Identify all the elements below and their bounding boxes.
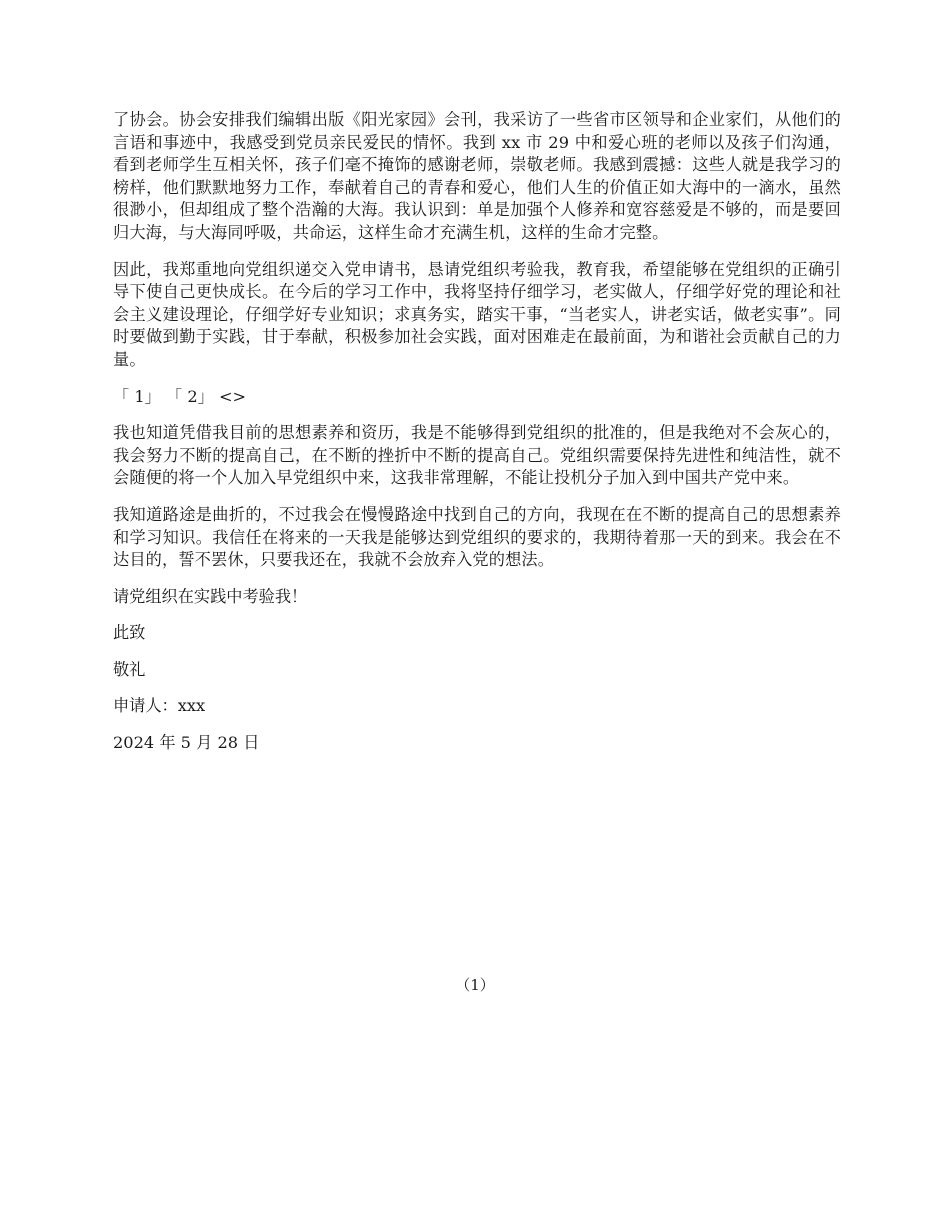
paragraph-association: 了协会。协会安排我们编辑出版《阳光家园》会刊，我采访了一些省市区领导和企业家们，从他们的言语和事迹中，我感受到党员亲民爱民的情怀。我到 xx 市 29 中和爱心班的老师以及孩子们沟通，看到老师学生互相关怀，孩子们毫不掩饰的感谢老师，崇敬老师。我感到震撼：这些人就是我学习的榜样，他们默默地努力工作，奉献着自己的青春和爱心，他们人生的价值正如大海中的一滴水，虽然很渺小，但却组成了整个浩瀚的大海。我认识到：单是加强个人修养和宽容慈爱是不够的，而是要回归大海，与大海同呼吸，共命运，这样生命才充满生机，这样的生命才完整。 (113, 110, 841, 242)
document-body (113, 109, 841, 769)
page-nav-link[interactable]: <> (218, 386, 247, 406)
pagination (113, 386, 841, 409)
closing-request: 请党组织在实践中考验我！ (113, 586, 308, 606)
application-date: 2024 年 5 月 28 日 (113, 733, 260, 753)
paragraph-application: 因此，我郑重地向党组织递交入党申请书，恳请党组织考验我，教育我，希望能够在党组织的正确引导下使自己更快成长。在今后的学习工作中，我将坚持仔细学习，老实做人，仔细学好党的理论和社会主义建设理论，仔细学好专业知识；求真务实，踏实干事，“当老实人，讲老实话，做老实事”。同时要做到勤于实践，甘于奉献，积极参加社会实践，面对困难走在最前面，为和谐社会贡献自己的力量。 (113, 259, 841, 369)
paragraph-self-awareness: 我也知道凭借我目前的思想素养和资历，我是不能够得到党组织的批准的，但是我绝对不会灰心的，我会努力不断的提高自己，在不断的挫折中不断的提高自己。党组织需要保持先进性和纯洁性，就不会随便的将一个人加入早党组织中来，这我非常理解，不能让投机分子加入到中国共产党中来。 (113, 423, 841, 488)
page-link-2[interactable]: 「 2」 (165, 386, 214, 406)
salutation-jingli: 敬礼 (113, 659, 146, 679)
salutation-cizhi: 此致 (113, 623, 146, 643)
page-number: （1） (455, 976, 495, 994)
applicant-name: 申请人：xxx (113, 696, 206, 716)
paragraph-determination: 我知道路途是曲折的，不过我会在慢慢路途中找到自己的方向，我现在在不断的提高自己的思想素养和学习知识。我信任在将来的一天我是能够达到党组织的要求的，我期待着那一天的到来。我会在不达目的，誓不罢休，只要我还在，我就不会放弃入党的想法。 (113, 504, 841, 570)
page-link-1[interactable]: 「 1」 (113, 386, 161, 406)
